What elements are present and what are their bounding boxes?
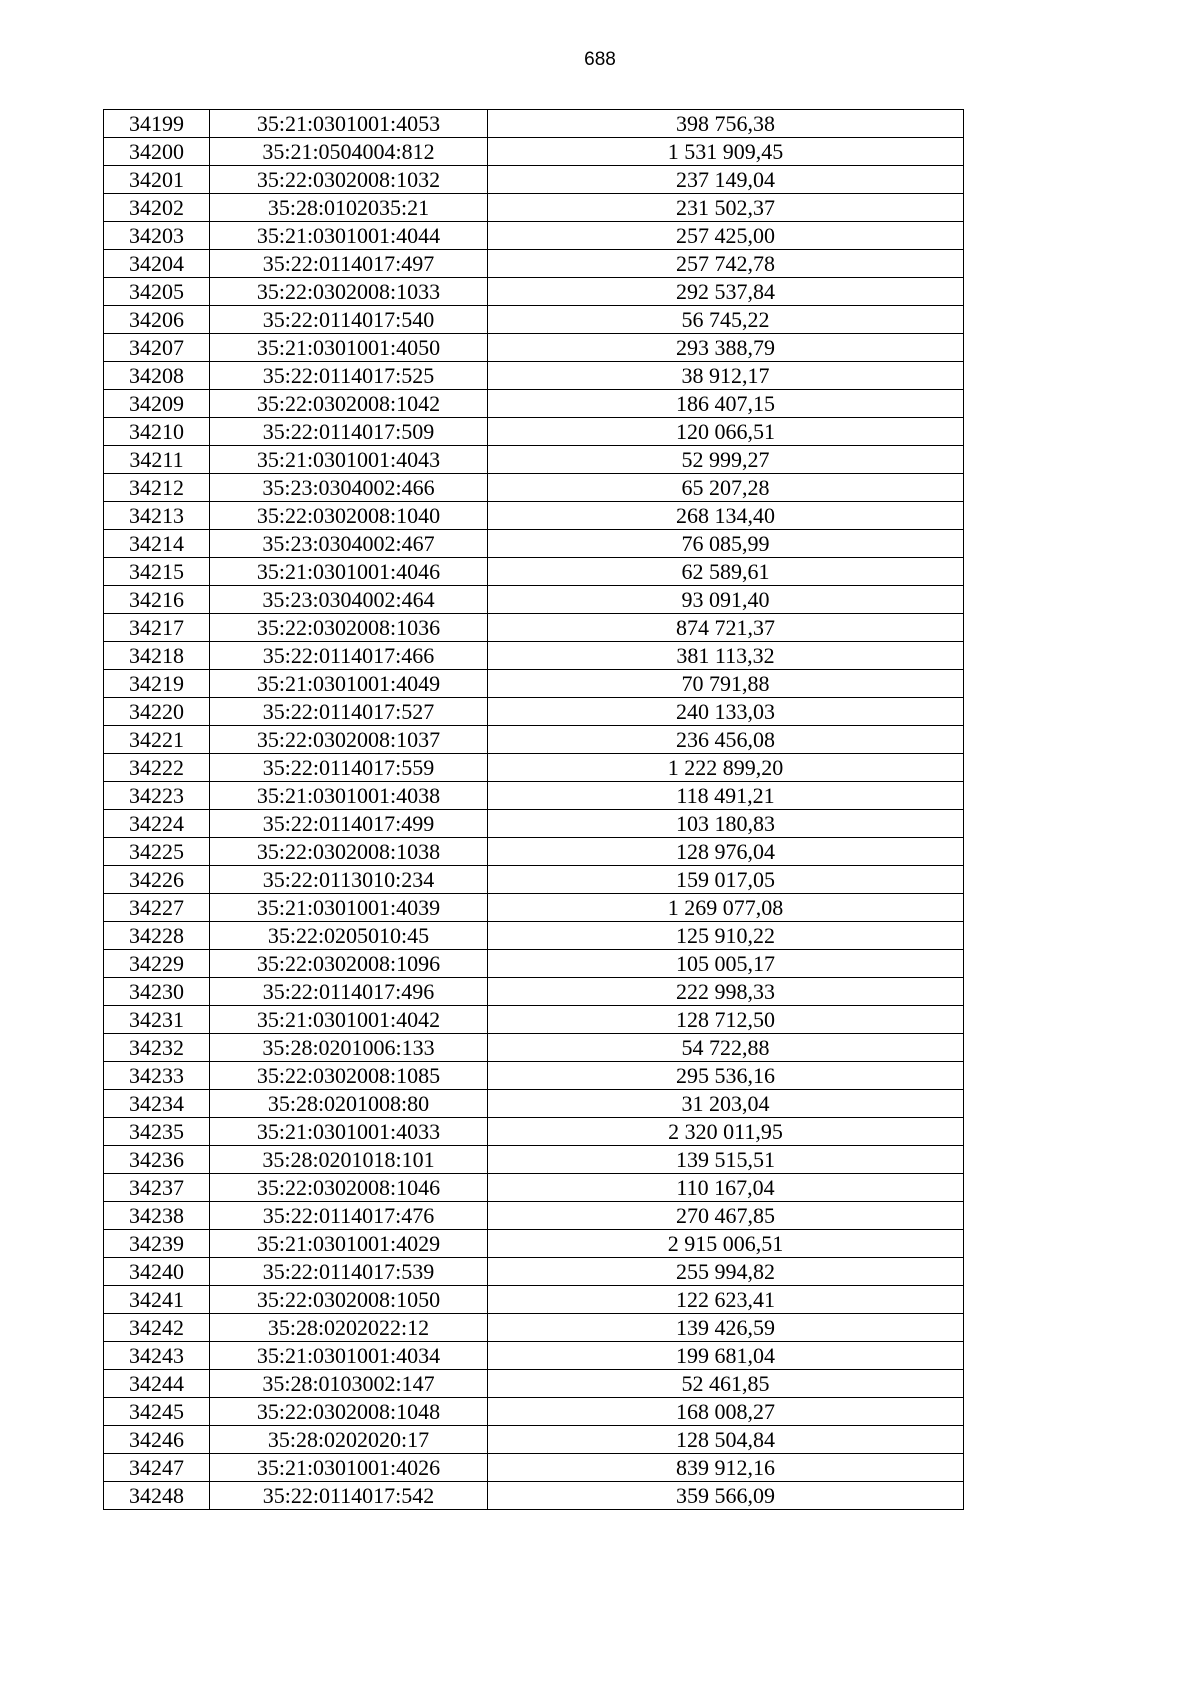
cadastral-value-cell: 168 008,27 xyxy=(488,1398,964,1426)
row-number-cell: 34243 xyxy=(104,1342,210,1370)
cadastral-number-cell: 35:22:0302008:1032 xyxy=(210,166,488,194)
cadastral-number-cell: 35:21:0301001:4050 xyxy=(210,334,488,362)
cadastral-number-cell: 35:28:0202020:17 xyxy=(210,1426,488,1454)
cadastral-number-cell: 35:22:0114017:476 xyxy=(210,1202,488,1230)
row-number-cell: 34215 xyxy=(104,558,210,586)
cadastral-value-cell: 38 912,17 xyxy=(488,362,964,390)
table-row xyxy=(104,1062,964,1090)
cadastral-number-cell: 35:22:0302008:1050 xyxy=(210,1286,488,1314)
cadastral-value-cell: 118 491,21 xyxy=(488,782,964,810)
cadastral-value-cell: 128 712,50 xyxy=(488,1006,964,1034)
cadastral-number-cell: 35:23:0304002:467 xyxy=(210,530,488,558)
cadastral-number-cell: 35:22:0302008:1038 xyxy=(210,838,488,866)
row-number-cell: 34219 xyxy=(104,670,210,698)
cadastral-number-cell: 35:28:0103002:147 xyxy=(210,1370,488,1398)
table-row xyxy=(104,362,964,390)
row-number-cell: 34232 xyxy=(104,1034,210,1062)
cadastral-value-cell: 52 999,27 xyxy=(488,446,964,474)
table-row xyxy=(104,726,964,754)
table-row xyxy=(104,474,964,502)
cadastral-value-cell: 62 589,61 xyxy=(488,558,964,586)
cadastral-value-cell: 70 791,88 xyxy=(488,670,964,698)
cadastral-value-cell: 839 912,16 xyxy=(488,1454,964,1482)
table-row xyxy=(104,922,964,950)
cadastral-number-cell: 35:22:0114017:527 xyxy=(210,698,488,726)
row-number-cell: 34206 xyxy=(104,306,210,334)
table-row xyxy=(104,334,964,362)
table-row xyxy=(104,894,964,922)
row-number-cell: 34204 xyxy=(104,250,210,278)
cadastral-value-cell: 293 388,79 xyxy=(488,334,964,362)
table-row xyxy=(104,866,964,894)
table-row xyxy=(104,1370,964,1398)
cadastral-number-cell: 35:22:0114017:539 xyxy=(210,1258,488,1286)
cadastral-value-cell: 125 910,22 xyxy=(488,922,964,950)
table-row xyxy=(104,418,964,446)
table-row xyxy=(104,1286,964,1314)
row-number-cell: 34213 xyxy=(104,502,210,530)
row-number-cell: 34230 xyxy=(104,978,210,1006)
table-row xyxy=(104,1482,964,1510)
row-number-cell: 34226 xyxy=(104,866,210,894)
cadastral-value-cell: 56 745,22 xyxy=(488,306,964,334)
table-row xyxy=(104,558,964,586)
row-number-cell: 34234 xyxy=(104,1090,210,1118)
table-row xyxy=(104,1146,964,1174)
row-number-cell: 34211 xyxy=(104,446,210,474)
cadastral-number-cell: 35:22:0302008:1037 xyxy=(210,726,488,754)
row-number-cell: 34248 xyxy=(104,1482,210,1510)
table-row xyxy=(104,110,964,138)
row-number-cell: 34208 xyxy=(104,362,210,390)
cadastral-number-cell: 35:22:0114017:540 xyxy=(210,306,488,334)
table-row xyxy=(104,1034,964,1062)
table-row xyxy=(104,1174,964,1202)
row-number-cell: 34241 xyxy=(104,1286,210,1314)
row-number-cell: 34235 xyxy=(104,1118,210,1146)
row-number-cell: 34247 xyxy=(104,1454,210,1482)
cadastral-number-cell: 35:21:0301001:4053 xyxy=(210,110,488,138)
cadastral-number-cell: 35:21:0301001:4043 xyxy=(210,446,488,474)
table-row xyxy=(104,1006,964,1034)
cadastral-value-cell: 255 994,82 xyxy=(488,1258,964,1286)
cadastral-value-cell: 93 091,40 xyxy=(488,586,964,614)
cadastral-number-cell: 35:22:0302008:1096 xyxy=(210,950,488,978)
cadastral-number-cell: 35:28:0201006:133 xyxy=(210,1034,488,1062)
row-number-cell: 34237 xyxy=(104,1174,210,1202)
cadastral-value-cell: 237 149,04 xyxy=(488,166,964,194)
cadastral-number-cell: 35:22:0302008:1040 xyxy=(210,502,488,530)
table-row xyxy=(104,530,964,558)
row-number-cell: 34240 xyxy=(104,1258,210,1286)
table-row xyxy=(104,502,964,530)
table-row xyxy=(104,950,964,978)
cadastral-number-cell: 35:22:0114017:509 xyxy=(210,418,488,446)
cadastral-value-cell: 76 085,99 xyxy=(488,530,964,558)
row-number-cell: 34205 xyxy=(104,278,210,306)
cadastral-value-cell: 105 005,17 xyxy=(488,950,964,978)
cadastral-value-cell: 398 756,38 xyxy=(488,110,964,138)
cadastral-value-cell: 103 180,83 xyxy=(488,810,964,838)
cadastral-value-cell: 231 502,37 xyxy=(488,194,964,222)
row-number-cell: 34224 xyxy=(104,810,210,838)
cadastral-number-cell: 35:22:0302008:1036 xyxy=(210,614,488,642)
row-number-cell: 34212 xyxy=(104,474,210,502)
cadastral-value-cell: 240 133,03 xyxy=(488,698,964,726)
cadastral-value-table xyxy=(103,109,964,1510)
table-row xyxy=(104,1454,964,1482)
row-number-cell: 34229 xyxy=(104,950,210,978)
row-number-cell: 34244 xyxy=(104,1370,210,1398)
table-row xyxy=(104,698,964,726)
row-number-cell: 34220 xyxy=(104,698,210,726)
table-row xyxy=(104,1202,964,1230)
cadastral-number-cell: 35:22:0114017:496 xyxy=(210,978,488,1006)
table-row xyxy=(104,754,964,782)
row-number-cell: 34221 xyxy=(104,726,210,754)
table-row xyxy=(104,614,964,642)
row-number-cell: 34222 xyxy=(104,754,210,782)
cadastral-value-cell: 128 976,04 xyxy=(488,838,964,866)
row-number-cell: 34203 xyxy=(104,222,210,250)
table-row xyxy=(104,810,964,838)
cadastral-value-cell: 186 407,15 xyxy=(488,390,964,418)
row-number-cell: 34214 xyxy=(104,530,210,558)
row-number-cell: 34233 xyxy=(104,1062,210,1090)
table-row xyxy=(104,1090,964,1118)
cadastral-number-cell: 35:22:0114017:542 xyxy=(210,1482,488,1510)
table-row xyxy=(104,1258,964,1286)
row-number-cell: 34209 xyxy=(104,390,210,418)
table-row xyxy=(104,838,964,866)
cadastral-value-cell: 128 504,84 xyxy=(488,1426,964,1454)
row-number-cell: 34218 xyxy=(104,642,210,670)
cadastral-value-cell: 2 915 006,51 xyxy=(488,1230,964,1258)
table-row xyxy=(104,1398,964,1426)
cadastral-value-cell: 120 066,51 xyxy=(488,418,964,446)
row-number-cell: 34236 xyxy=(104,1146,210,1174)
row-number-cell: 34227 xyxy=(104,894,210,922)
cadastral-number-cell: 35:22:0302008:1085 xyxy=(210,1062,488,1090)
cadastral-number-cell: 35:23:0304002:464 xyxy=(210,586,488,614)
row-number-cell: 34225 xyxy=(104,838,210,866)
row-number-cell: 34216 xyxy=(104,586,210,614)
table-row xyxy=(104,446,964,474)
cadastral-value-cell: 874 721,37 xyxy=(488,614,964,642)
row-number-cell: 34239 xyxy=(104,1230,210,1258)
cadastral-value-cell: 122 623,41 xyxy=(488,1286,964,1314)
cadastral-value-cell: 1 222 899,20 xyxy=(488,754,964,782)
cadastral-value-cell: 65 207,28 xyxy=(488,474,964,502)
cadastral-number-cell: 35:21:0504004:812 xyxy=(210,138,488,166)
table-row xyxy=(104,1230,964,1258)
cadastral-value-cell: 54 722,88 xyxy=(488,1034,964,1062)
row-number-cell: 34238 xyxy=(104,1202,210,1230)
cadastral-value-cell: 2 320 011,95 xyxy=(488,1118,964,1146)
row-number-cell: 34223 xyxy=(104,782,210,810)
cadastral-number-cell: 35:28:0201018:101 xyxy=(210,1146,488,1174)
cadastral-value-cell: 257 425,00 xyxy=(488,222,964,250)
table-row xyxy=(104,670,964,698)
cadastral-value-cell: 139 515,51 xyxy=(488,1146,964,1174)
cadastral-number-cell: 35:22:0114017:497 xyxy=(210,250,488,278)
table-row xyxy=(104,1314,964,1342)
cadastral-number-cell: 35:22:0302008:1048 xyxy=(210,1398,488,1426)
row-number-cell: 34200 xyxy=(104,138,210,166)
page-number: 688 xyxy=(584,49,616,70)
cadastral-number-cell: 35:21:0301001:4033 xyxy=(210,1118,488,1146)
cadastral-value-cell: 222 998,33 xyxy=(488,978,964,1006)
cadastral-value-cell: 1 269 077,08 xyxy=(488,894,964,922)
table-row xyxy=(104,1118,964,1146)
row-number-cell: 34242 xyxy=(104,1314,210,1342)
cadastral-number-cell: 35:22:0113010:234 xyxy=(210,866,488,894)
cadastral-value-cell: 257 742,78 xyxy=(488,250,964,278)
cadastral-number-cell: 35:21:0301001:4044 xyxy=(210,222,488,250)
table-row xyxy=(104,166,964,194)
cadastral-number-cell: 35:28:0102035:21 xyxy=(210,194,488,222)
table-row xyxy=(104,306,964,334)
cadastral-number-cell: 35:21:0301001:4026 xyxy=(210,1454,488,1482)
row-number-cell: 34202 xyxy=(104,194,210,222)
table-row xyxy=(104,1342,964,1370)
cadastral-number-cell: 35:21:0301001:4038 xyxy=(210,782,488,810)
table-row xyxy=(104,586,964,614)
cadastral-value-cell: 1 531 909,45 xyxy=(488,138,964,166)
row-number-cell: 34210 xyxy=(104,418,210,446)
table-row xyxy=(104,642,964,670)
row-number-cell: 34246 xyxy=(104,1426,210,1454)
cadastral-number-cell: 35:22:0302008:1042 xyxy=(210,390,488,418)
table-row xyxy=(104,978,964,1006)
cadastral-value-cell: 236 456,08 xyxy=(488,726,964,754)
cadastral-number-cell: 35:22:0114017:466 xyxy=(210,642,488,670)
table-row xyxy=(104,390,964,418)
cadastral-value-cell: 381 113,32 xyxy=(488,642,964,670)
cadastral-number-cell: 35:22:0114017:559 xyxy=(210,754,488,782)
table-row xyxy=(104,222,964,250)
row-number-cell: 34228 xyxy=(104,922,210,950)
cadastral-number-cell: 35:21:0301001:4029 xyxy=(210,1230,488,1258)
table-row xyxy=(104,278,964,306)
row-number-cell: 34199 xyxy=(104,110,210,138)
row-number-cell: 34231 xyxy=(104,1006,210,1034)
cadastral-value-cell: 199 681,04 xyxy=(488,1342,964,1370)
cadastral-number-cell: 35:22:0114017:525 xyxy=(210,362,488,390)
cadastral-number-cell: 35:22:0114017:499 xyxy=(210,810,488,838)
cadastral-number-cell: 35:23:0304002:466 xyxy=(210,474,488,502)
cadastral-value-cell: 268 134,40 xyxy=(488,502,964,530)
cadastral-number-cell: 35:21:0301001:4049 xyxy=(210,670,488,698)
cadastral-number-cell: 35:22:0302008:1046 xyxy=(210,1174,488,1202)
cadastral-number-cell: 35:21:0301001:4039 xyxy=(210,894,488,922)
table-row xyxy=(104,1426,964,1454)
table-row xyxy=(104,194,964,222)
row-number-cell: 34201 xyxy=(104,166,210,194)
cadastral-value-cell: 52 461,85 xyxy=(488,1370,964,1398)
cadastral-number-cell: 35:21:0301001:4034 xyxy=(210,1342,488,1370)
cadastral-number-cell: 35:21:0301001:4042 xyxy=(210,1006,488,1034)
row-number-cell: 34207 xyxy=(104,334,210,362)
cadastral-value-cell: 139 426,59 xyxy=(488,1314,964,1342)
cadastral-value-cell: 270 467,85 xyxy=(488,1202,964,1230)
cadastral-number-cell: 35:28:0202022:12 xyxy=(210,1314,488,1342)
cadastral-value-cell: 159 017,05 xyxy=(488,866,964,894)
cadastral-value-cell: 359 566,09 xyxy=(488,1482,964,1510)
cadastral-value-cell: 295 536,16 xyxy=(488,1062,964,1090)
table-row xyxy=(104,138,964,166)
cadastral-number-cell: 35:22:0205010:45 xyxy=(210,922,488,950)
row-number-cell: 34245 xyxy=(104,1398,210,1426)
cadastral-value-cell: 110 167,04 xyxy=(488,1174,964,1202)
row-number-cell: 34217 xyxy=(104,614,210,642)
table-body xyxy=(104,110,964,1510)
cadastral-value-cell: 292 537,84 xyxy=(488,278,964,306)
cadastral-number-cell: 35:22:0302008:1033 xyxy=(210,278,488,306)
table-row xyxy=(104,782,964,810)
table-row xyxy=(104,250,964,278)
cadastral-number-cell: 35:28:0201008:80 xyxy=(210,1090,488,1118)
cadastral-number-cell: 35:21:0301001:4046 xyxy=(210,558,488,586)
cadastral-value-cell: 31 203,04 xyxy=(488,1090,964,1118)
